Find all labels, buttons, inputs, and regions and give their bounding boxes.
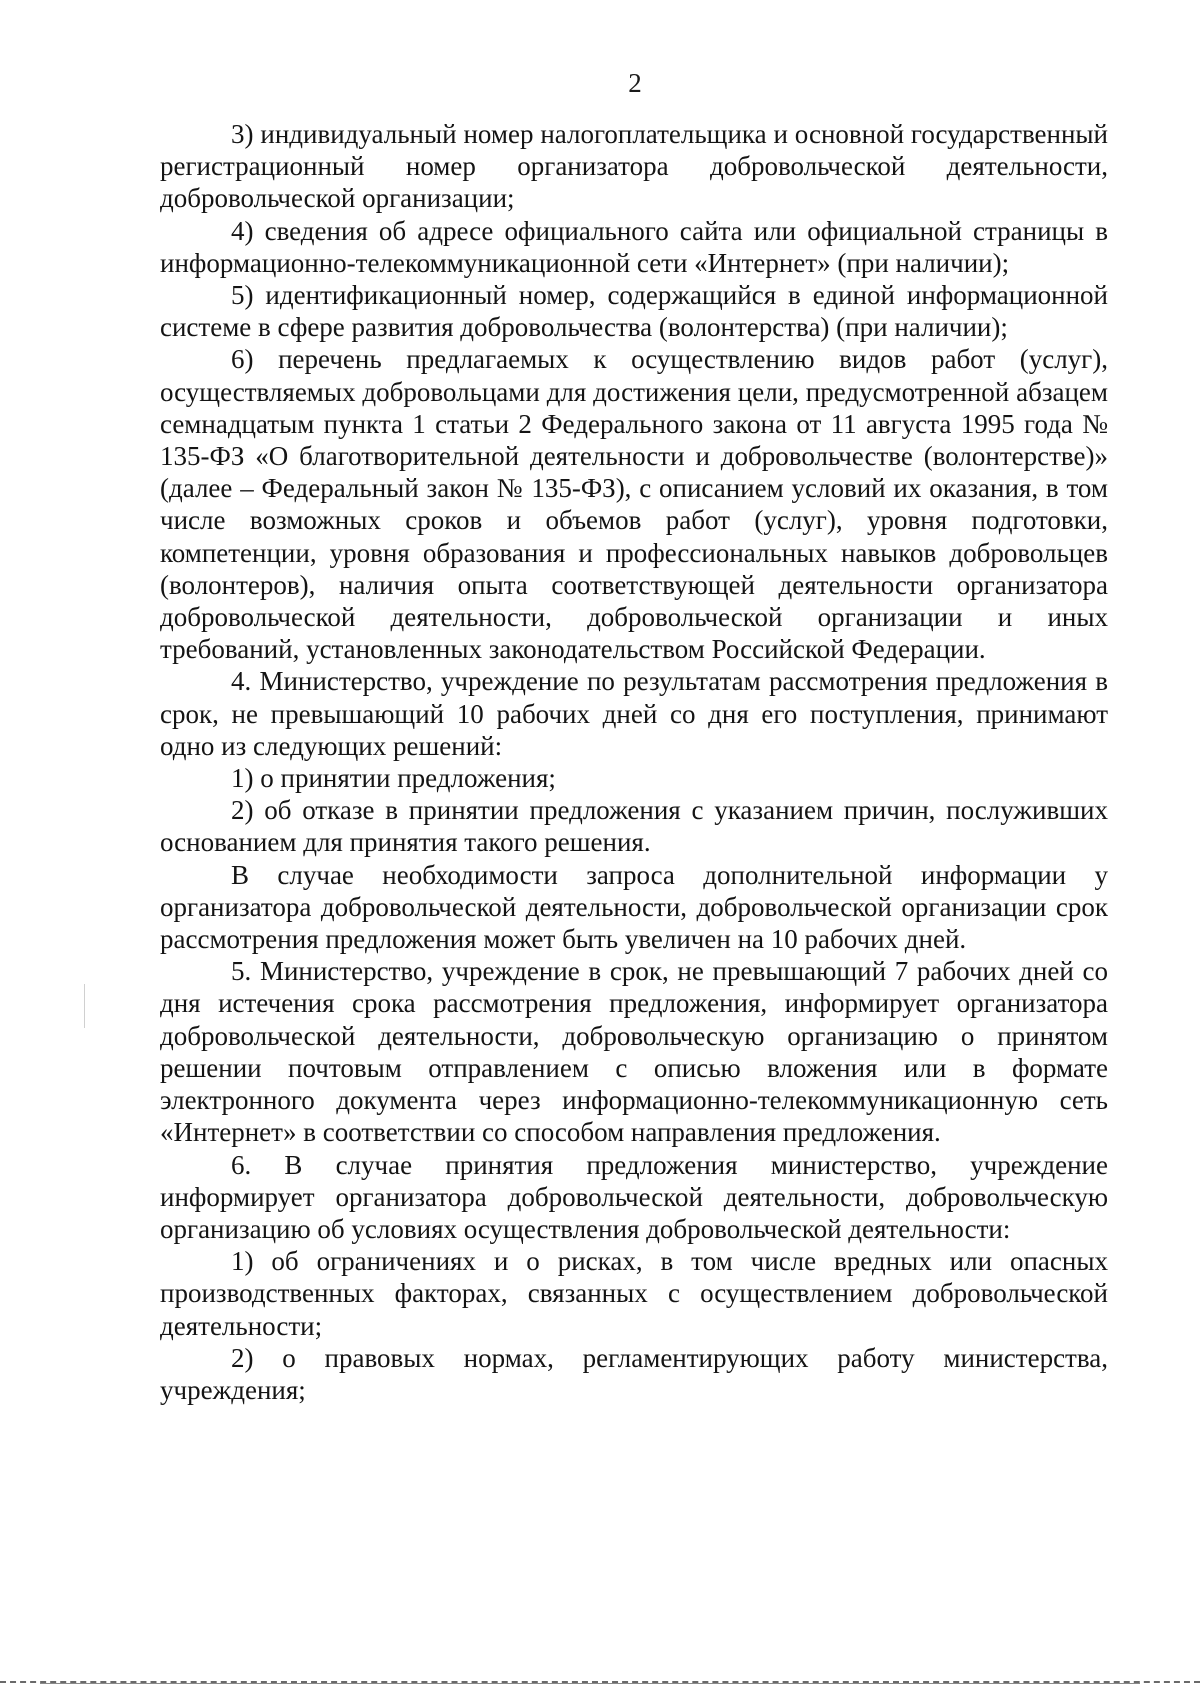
paragraph-condition-2: 2) о правовых нормах, регламентирующих работу министерства, учреждения; — [160, 1342, 1108, 1405]
paragraph-clause-4: 4. Министерство, учреждение по результатам рассмотрения предложения в срок, не превышающий 10 рабочих дней со дня его поступления, принимают одно из следующих решений: — [160, 666, 1108, 761]
document-body — [160, 118, 1108, 1406]
scan-artifact-mark — [84, 984, 85, 1028]
paragraph-item-6: 6) перечень предлагаемых к осуществлению видов работ (услуг), осуществляемых добровольцами для достижения цели, предусмотренной абзацем семнадцатым пункта 1 статьи 2 Федерального закона от 11 августа 1995 года № 135-ФЗ «О благотворительной деятельности и добровольчестве (волонтерстве)» (далее – Федеральный закон № 135-ФЗ), с описанием условий их оказания, в том числе возможных сроков и объемов работ (услуг), уровня подготовки, компетенции, уровня образования и профессиональных навыков добровольцев (волонтеров), наличия опыта соответствующей деятельности организатора добровольческой деятельности, добровольческой организации и иных требований, установленных законодательством Российской Федерации. — [160, 344, 1108, 665]
paragraph-extension: В случае необходимости запроса дополнительной информации у организатора добровольческой деятельности, добровольческой организации срок рассмотрения предложения может быть увеличен на 10 рабочих дней. — [160, 859, 1108, 955]
paragraph-clause-5: 5. Министерство, учреждение в срок, не превышающий 7 рабочих дней со дня истечения срока рассмотрения предложения, информирует организатора добровольческой деятельности, добровольческую организацию о принятом решении почтовым отправлением с описью вложения или в формате электронного документа через информационно-телекоммуникационную сеть «Интернет» в соответствии со способом направления предложения. — [160, 956, 1108, 1148]
page-number: 2 — [628, 68, 642, 98]
paragraph-clause-6: 6. В случае принятия предложения министерство, учреждение информирует организатора добровольческой деятельности, добровольческую организацию об условиях осуществления добровольческой деятельности: — [160, 1149, 1108, 1244]
paragraph-decision-1: 1) о принятии предложения; — [231, 763, 556, 794]
paragraph-item-3: 3) индивидуальный номер налогоплательщика и основной государственный регистрационный номер организатора добровольческой деятельности, добровольческой организации; — [160, 119, 1108, 214]
paragraph-item-5: 5) идентификационный номер, содержащийся в единой информационной системе в сфере развития добровольчества (волонтерства) (при наличии); — [160, 280, 1108, 343]
scan-bottom-edge-line — [40, 1683, 1140, 1684]
paragraph-decision-2: 2) об отказе в принятии предложения с указанием причин, послуживших основанием для принятия такого решения. — [160, 795, 1108, 858]
paragraph-item-4: 4) сведения об адресе официального сайта или официальной страницы в информационно-телекоммуникационной сети «Интернет» (при наличии); — [160, 215, 1108, 278]
paragraph-condition-1: 1) об ограничениях и о рисках, в том числе вредных или опасных производственных факторах, связанных с осуществлением добровольческой деятельности; — [160, 1246, 1108, 1341]
